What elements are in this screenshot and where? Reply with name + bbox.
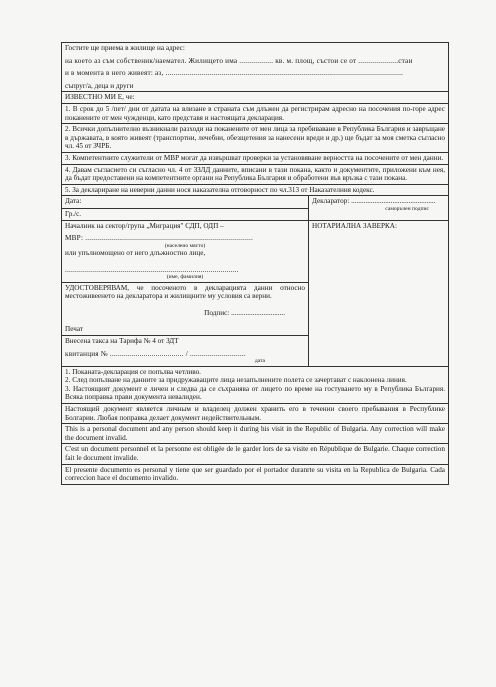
official-cell: [62, 221, 309, 366]
note-russian: Настоящий документ является личным и владелец должен хранить его в течении своего пребывания в Республике Болгарии. Любая поправка делает документ недействительным.: [62, 404, 448, 424]
declarant-cell: [309, 196, 448, 219]
known-item-3: 3. Компетентните служители от МВР могат да извършват проверки за установяване верността на посочените от мен данни.: [62, 153, 448, 165]
declaration-form: [61, 42, 449, 485]
note-2: 2. След попълване на данните за придружаващите лица незапълнените полета се зачертават с наклонена линия.: [65, 376, 407, 385]
stamp-label: Печат: [65, 325, 83, 334]
chief-line: Началник на сектор/група „Миграция" СДП, ОДП –: [65, 221, 224, 230]
city-label: Гр./с.: [62, 208, 308, 219]
certify-signature: Подпис: ..............................: [204, 308, 285, 317]
note-1: 1. Поканата-декларация се попълва четливо.: [65, 367, 201, 376]
declarant-label: Декларатор: ...............................................: [312, 197, 436, 206]
notary-cell: [309, 221, 448, 366]
known-heading: ИЗВЕСТНО МИ Е, че:: [62, 92, 448, 104]
receipt-line: квитанция № ..................................... / ............................: [65, 349, 246, 358]
known-item-1: 1. В срок до 5 /пет/ дни от датата на влизане в страната съм длъжен да регистрирам адресно на посочения по-горе адрес поканените от мен чужденци, като представя и настоящата декларация.: [62, 104, 448, 124]
official-block: [62, 221, 308, 282]
certify-text: [65, 284, 305, 301]
notes-section: [62, 367, 448, 404]
name-caption: (име, фамилия): [166, 274, 204, 281]
note-spanish: El presente documento es personal y tiene que ser guardado por el portador duranrte su visita en la Republica de Bulgaria. Cada correccion hace el documento invalido.: [65, 465, 445, 483]
family-line: съпруг/а, деца и други: [65, 81, 134, 90]
guest-address-line: Гостите ще приема в жилище на адрес:: [65, 44, 185, 52]
guest-address-section: [62, 43, 448, 92]
dwelling-line: на което аз съм собственик/наемател. Жилището има ................. кв. м. площ, състои се от ....................стаи: [65, 56, 413, 65]
fee-block: [62, 335, 308, 366]
date-declarant-row: [62, 196, 448, 220]
fee-line: Внесена такса на Тарифа № 4 от ЗДТ: [65, 337, 179, 346]
date-label: Дата:: [65, 197, 82, 206]
note-3: 3. Настоящият документ е личен и следва да се съхранява от лицето по време на гостуването му в Република България. Всяка поправка прави документа невалиден.: [65, 384, 445, 402]
residents-line: и в момента в него живеят: аз, .......................................................................................................................: [65, 69, 404, 78]
receipt-date-caption: дата: [254, 358, 265, 365]
known-item-5: 5. За деклариране на неверни данни нося наказателна отговорност по чл.313 от Наказателния кодекс.: [62, 185, 448, 197]
known-item-4: 4. Давам съгласието си съгласно чл. 4 от ЗЗЛД данните, вписани в тази покана, както и документите, приложени към нея, да бъдат предоставени на компетентните органи на Република България и обработени във връзка с тази покана.: [62, 165, 448, 185]
known-item-2: 2. Всички допълнително възникнали разходи на поканените от мен лица за пребиваване в Република България и завръщане в държавата, в която живеят (транспортни, лечебни, обезщетения за нанесени вреди и др.) ще бъдат за моя сметка съгласно чл. 45 от ЗЧРБ.: [62, 124, 448, 153]
name-dots: .......................................................................................: [65, 265, 239, 274]
notary-heading: НОТАРИАЛНА ЗАВЕРКА:: [312, 221, 397, 230]
place-caption: (населено място): [164, 242, 206, 249]
official-notary-row: [62, 221, 448, 367]
authorized-line: или упълномощено от него длъжностно лице,: [65, 249, 206, 258]
certify-block: [62, 282, 308, 335]
mvr-line: МВР: ....................................................................................: [65, 234, 253, 243]
note-english: This is a personal document and any person should keep it during his visit in the Republic of Bulgaria. Any correction will make the document invalid.: [62, 424, 448, 444]
certify-body: че посоченото в декларацията данни относно местоживеенето на декларатора и жилищните му условия са верни.: [65, 283, 305, 301]
signature-caption: саморъчен подпис: [385, 205, 429, 212]
note-french: C'est un document personnel et la personne est obligée de le garder lors de sa visite en République de Bulgarie. Chaque correction fait le document invalide.: [62, 444, 448, 464]
date-city-cell: [62, 196, 309, 219]
certify-heading: УДОСТОВЕРЯВАМ,: [65, 283, 130, 292]
